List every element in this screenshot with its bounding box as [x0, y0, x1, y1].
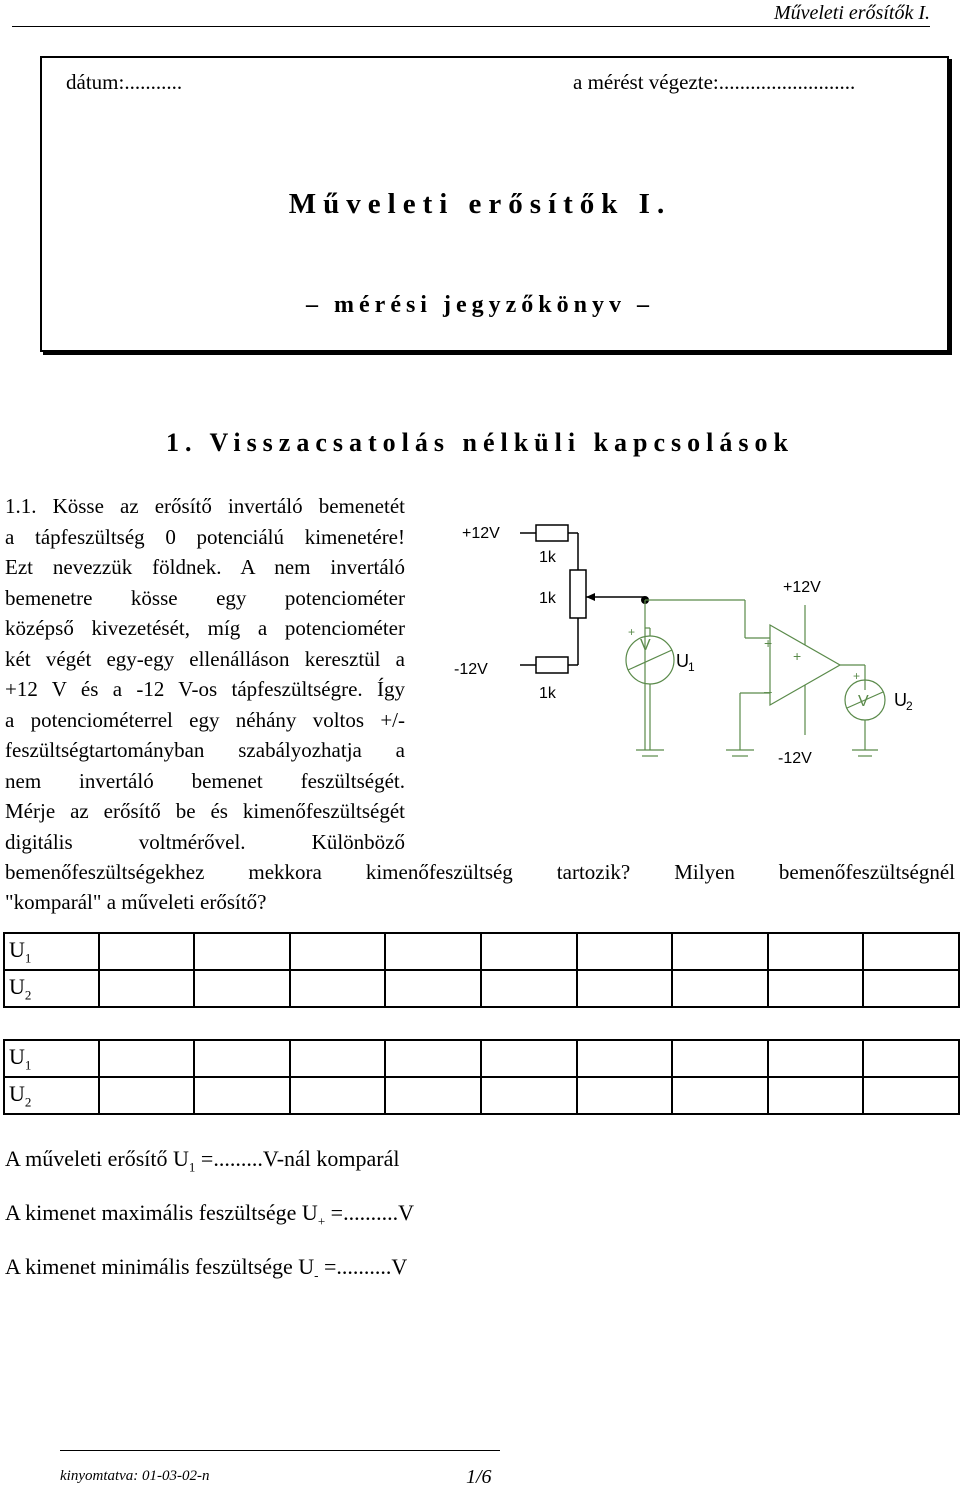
result-comparator: A műveleti erősítő $U_1$ =.........V-nál komparál [5, 1146, 400, 1175]
value-cell[interactable] [863, 1077, 959, 1114]
value-cell[interactable] [863, 970, 959, 1007]
page-number: 1/6 [466, 1466, 492, 1488]
document-title: Műveleti erősítők I. [288, 188, 672, 220]
value-cell[interactable] [194, 970, 290, 1007]
value-cell[interactable] [385, 933, 481, 970]
value-cell[interactable] [481, 1040, 577, 1077]
footer-printed: kinyomtatva: 01-03-02-n [60, 1468, 210, 1484]
para-line: 1.1. Kösse az erősítő invertáló bemenetét [5, 494, 405, 518]
value-cell[interactable] [290, 970, 386, 1007]
row-label: $U_1$ [4, 1040, 99, 1077]
value-cell[interactable] [672, 933, 768, 970]
value-cell[interactable] [672, 970, 768, 1007]
table-row [4, 933, 959, 970]
value-cell[interactable] [194, 1040, 290, 1077]
value-cell[interactable] [672, 1077, 768, 1114]
value-cell[interactable] [481, 1077, 577, 1114]
value-cell[interactable] [768, 933, 864, 970]
para-line: Ezt nevezzük földnek. A nem invertáló [5, 555, 405, 579]
pot-label: 1k [539, 590, 556, 607]
value-cell[interactable] [385, 970, 481, 1007]
u2-meter-plus: + [853, 669, 861, 683]
result-max-output: A kimenet maximális feszültsége $U_+ =..........V$ [5, 1200, 414, 1229]
value-cell[interactable] [672, 1040, 768, 1077]
value-cell[interactable] [481, 933, 577, 970]
value-cell[interactable] [768, 1077, 864, 1114]
para-line: a potenciométerrel egy néhány voltos +/- [5, 707, 405, 732]
value-cell[interactable] [385, 1077, 481, 1114]
table-row [4, 1077, 959, 1114]
value-cell[interactable] [194, 1077, 290, 1114]
value-cell[interactable] [99, 1077, 195, 1114]
opamp-plus-supply: + [793, 648, 802, 664]
opamp-minus-supply-label: -12V [778, 750, 812, 767]
header-title: Műveleti erősítők I. [773, 2, 930, 24]
task-paragraph [5, 491, 405, 857]
u1-label: U [676, 651, 689, 671]
header-rule [12, 26, 930, 27]
date-field: dátum:........... [66, 70, 183, 94]
measurement-table-1 [3, 932, 960, 1008]
value-cell[interactable] [290, 1077, 386, 1114]
value-cell[interactable] [577, 1040, 673, 1077]
para-line: bemenetre kösse egy potenciométer [5, 585, 405, 610]
para-last-line: "komparál" a műveleti erősítő? [5, 890, 267, 914]
operator-field: a mérést végezte:.......................... [573, 70, 856, 94]
value-cell[interactable] [577, 970, 673, 1007]
supply-minus-label: -12V [454, 661, 488, 678]
value-cell[interactable] [481, 970, 577, 1007]
u2-label: U [894, 690, 907, 710]
meter-u1-symbol: V [640, 637, 651, 654]
table-row [4, 970, 959, 1007]
meter-u2-symbol: V [858, 693, 869, 710]
row-label: $U_2$ [4, 1077, 99, 1114]
row-label: $U_2$ [4, 970, 99, 1007]
opamp-minus-input: – [764, 683, 772, 699]
table-row [4, 1040, 959, 1077]
value-cell[interactable] [99, 933, 195, 970]
opamp-plus-supply-label: +12V [783, 579, 821, 596]
value-cell[interactable] [577, 933, 673, 970]
value-cell[interactable] [290, 933, 386, 970]
value-cell[interactable] [577, 1077, 673, 1114]
measurement-table-2 [3, 1039, 960, 1115]
value-cell[interactable] [385, 1040, 481, 1077]
wiper-arrow [586, 593, 595, 601]
supply-plus-label: +12V [462, 525, 500, 542]
r-top-label: 1k [539, 549, 556, 566]
value-cell[interactable] [768, 970, 864, 1007]
para-line: +12 V és a -12 V-os tápfeszültségre. Így [5, 677, 405, 701]
para-line: feszültségtartományban szabályozhatja a [5, 738, 405, 762]
para-line: Mérje az erősítő be és kimenőfeszültségét [5, 799, 405, 823]
value-cell[interactable] [863, 933, 959, 970]
r-bottom-label: 1k [539, 685, 556, 702]
footer-rule [60, 1450, 500, 1451]
value-cell[interactable] [194, 933, 290, 970]
value-cell[interactable] [290, 1040, 386, 1077]
para-line: középső kivezetését, míg a potenciométer [5, 616, 405, 640]
potentiometer [570, 570, 586, 618]
value-cell[interactable] [99, 970, 195, 1007]
result-min-output: A kimenet minimális feszültsége $U_- =..........V$ [5, 1254, 408, 1283]
para-line: digitális voltmérővel. Különböző [5, 829, 405, 854]
section-title: 1. Visszacsatolás nélküli kapcsolások [166, 428, 794, 457]
document-subtitle: – mérési jegyzőkönyv – [306, 292, 654, 318]
resistor-top [536, 525, 568, 541]
value-cell[interactable] [863, 1040, 959, 1077]
para-line: két végét egy-egy ellenálláson keresztül a [5, 646, 405, 671]
circuit-diagram [440, 510, 940, 780]
resistor-bottom [536, 657, 568, 673]
value-cell[interactable] [99, 1040, 195, 1077]
value-cell[interactable] [768, 1040, 864, 1077]
u1-sub: 1 [688, 660, 695, 674]
para-line: nem invertáló bemenet feszültségét. [5, 768, 405, 793]
u1-meter-plus: + [628, 625, 636, 639]
row-label: $U_1$ [4, 933, 99, 970]
para-full-line: bemenőfeszültségekhez mekkora kimenőfeszültség tartozik? Milyen bemenőfeszültségnél [5, 860, 955, 884]
para-line: a tápfeszültség 0 potenciálú kimenetére! [5, 524, 405, 549]
u2-sub: 2 [906, 699, 913, 713]
opamp-plus-input: + [764, 635, 773, 651]
